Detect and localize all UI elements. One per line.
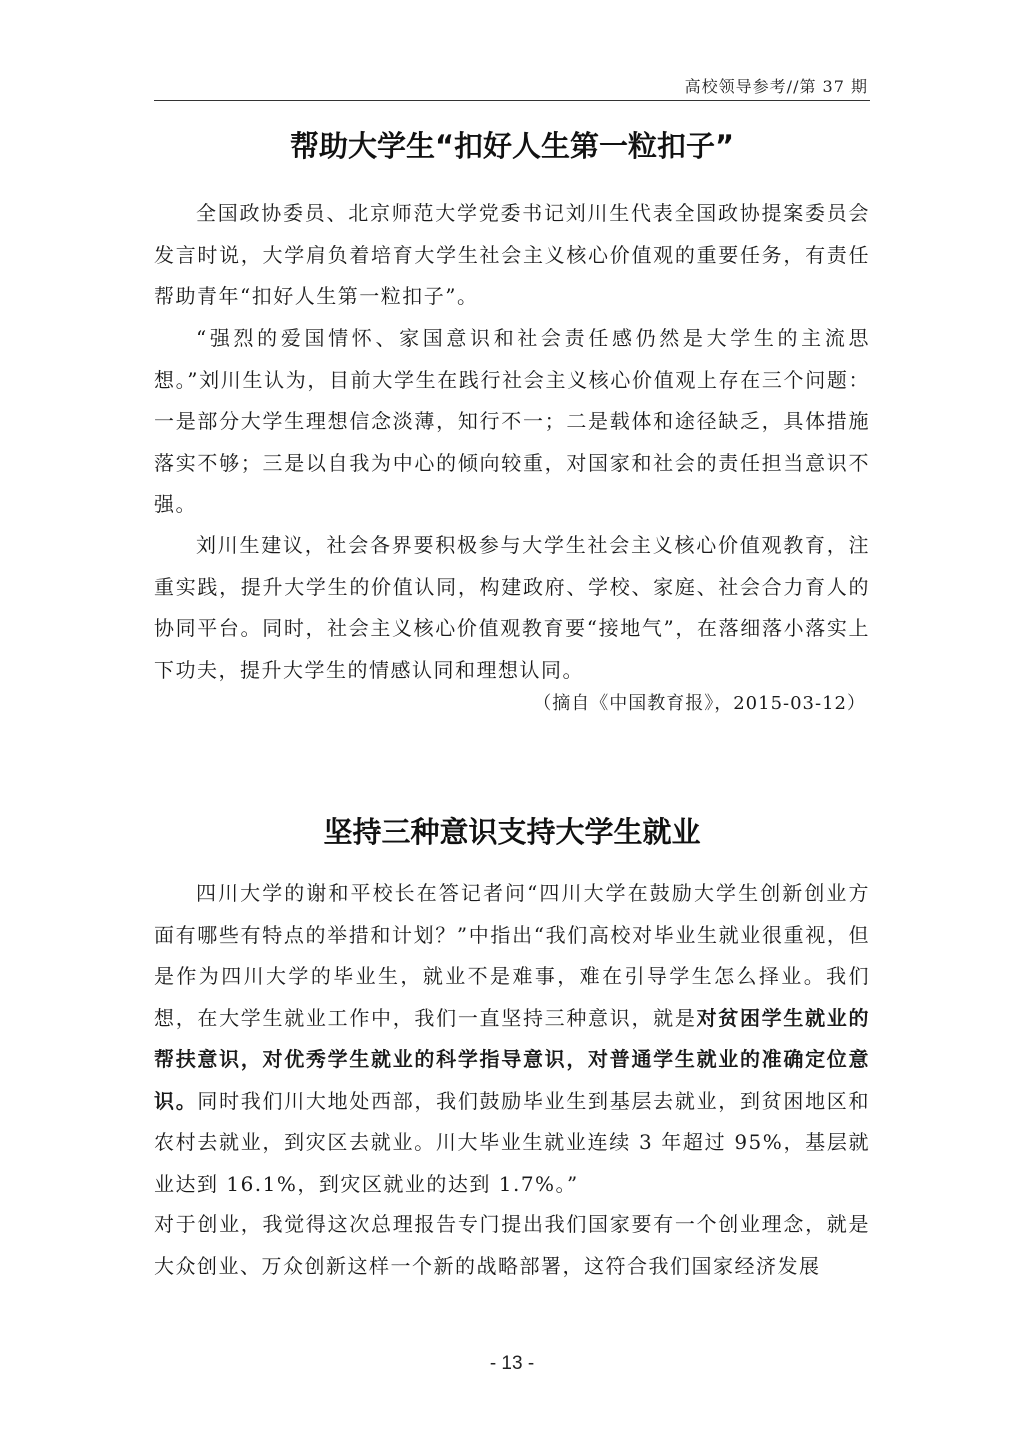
article-1-title: 帮助大学生“扣好人生第一粒扣子”: [289, 129, 735, 163]
journal-issue-label: 高校领导参考//第 37 期: [684, 77, 868, 96]
article-1-paragraph-2: “强烈的爱国情怀、家国意识和社会责任感仍然是大学生的主流思想。”刘川生认为，目前大学生在践行社会主义核心价值观上存在三个问题：一是部分大学生理想信念淡薄，知行不一；二是载体和途径缺乏，具体措施落实不够；三是以自我为中心的倾向较重，对国家和社会的责任担当意识不强。: [154, 326, 870, 516]
page-number: - 13 -: [489, 1353, 535, 1374]
article-2-paragraph-1-text-b: 同时我们川大地处西部，我们鼓励毕业生到基层去就业，到贫困地区和农村去就业，到灾区去就业。川大毕业生就业连续 3 年超过 95%，基层就业达到 16.1%，到灾区就业的达到 1.7%。”: [154, 1088, 870, 1196]
article-1-paragraph-1: 全国政协委员、北京师范大学党委书记刘川生代表全国政协提案委员会发言时说，大学肩负着培育大学生社会主义核心价值观的重要任务，有责任帮助青年“扣好人生第一粒扣子”。: [154, 201, 870, 308]
article-2-paragraph-1-bold: 对贫困学生就业的帮扶意识，对优秀学生就业的科学指导意识，对普通学生就业的准确定位意识。: [154, 1005, 870, 1113]
article-2-paragraph-2: 对于创业，我觉得这次总理报告专门提出我们国家要有一个创业理念，就是大众创业、万众创新这样一个新的战略部署，这符合我们国家经济发展: [154, 1212, 870, 1278]
article-2-title: 坚持三种意识支持大学生就业: [323, 815, 701, 849]
article-1-source: （摘自《中国教育报》，2015-03-12）: [533, 693, 866, 714]
article-2-paragraph-1: [154, 873, 870, 1205]
article-1-paragraph-3: 刘川生建议，社会各界要积极参与大学生社会主义核心价值观教育，注重实践，提升大学生的价值认同，构建政府、学校、家庭、社会合力育人的协同平台。同时，社会主义核心价值观教育要“接地气”，在落细落小落实上下功夫，提升大学生的情感认同和理想认同。: [154, 533, 870, 682]
article-2-paragraph-1-text-a: 四川大学的谢和平校长在答记者问“四川大学在鼓励大学生创新创业方面有哪些有特点的举措和计划？”中指出“我们高校对毕业生就业很重视，但是作为四川大学的毕业生，就业不是难事，难在引导学生怎么择业。我们想，在大学生就业工作中，我们一直坚持三种意识，就是: [154, 881, 870, 1030]
page-header: [154, 74, 870, 101]
